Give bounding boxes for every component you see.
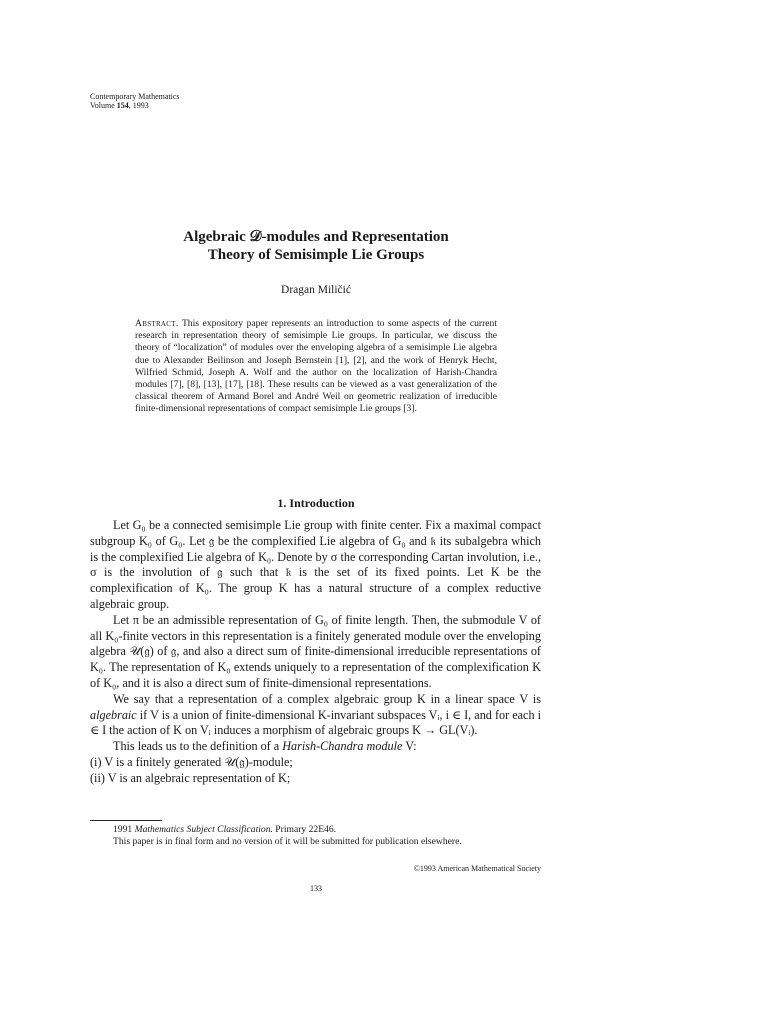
paragraph-3 — [90, 692, 541, 739]
footnote-divider — [90, 820, 162, 821]
paragraph-3-start: We say that a representation of a complex algebraic group K in a linear space V is — [113, 691, 541, 706]
title-line-1: Algebraic 𝒟-modules and Representation — [183, 229, 449, 245]
footnote-final-form: This paper is in final form and no version of it will be submitted for publication elsewhere. — [113, 836, 462, 847]
paragraph-2: Let π be an admissible representation of G₀ of finite length. Then, the submodule V of all K₀-finite vectors in this representation is a finitely generated module over the enveloping algebra 𝒰(𝔤) of 𝔤, and also a direct sum of finite-dimensional irreducible representations of K₀. The representation of K₀ extends uniquely to a representation of the complexification K of K₀, and it is also a direct sum of finite-dimensional representations. — [90, 612, 541, 690]
volume-number: 154 — [116, 101, 129, 110]
paragraph-4-start: This leads us to the definition of a — [113, 739, 283, 754]
volume-prefix: Volume — [90, 101, 117, 110]
list-item-2: (ii) V is an algebraic representation of K; — [90, 770, 291, 785]
page-number: 133 — [310, 884, 322, 893]
abstract-label: Abstract. — [135, 318, 179, 329]
journal-header — [90, 92, 180, 110]
footnote-msc-code: Primary 22E46. — [272, 824, 337, 835]
paragraph-4 — [90, 739, 541, 755]
author-name: Dragan Miličić — [281, 284, 351, 296]
paragraph-1: Let G₀ be a connected semisimple Lie group with finite center. Fix a maximal compact subgroup K₀ of G₀. Let 𝔤 be the complexified Lie algebra of G₀ and 𝔨 its subalgebra which is the complexified Lie algebra of K₀. Denote by σ the corresponding Cartan involution, i.e., σ is the involution of 𝔤 such that 𝔨 is the set of its fixed points. Let K be the complexification of K₀. The group K has a natural structure of a complex reductive algebraic group. — [90, 518, 541, 611]
journal-volume — [90, 101, 180, 110]
list-item-1: (i) V is a finitely generated 𝒰(𝔤)-module; — [90, 754, 293, 769]
abstract-text: This expository paper represents an introduction to some aspects of the current research in representation theory of semisimple Lie groups. In particular, we discuss the theory of “localization” of modules over the enveloping algebra of a semisimple Lie algebra due to Alexander Beilinson and Joseph Bernstein [1], [2], and the work of Henryk Hecht, Wilfried Schmid, Joseph A. Wolf and the author on the localization of Harish-Chandra modules [7], [8], [13], [17], [18]. These results can be viewed as a vast generalization of the classical theorem of Armand Borel and André Weil on geometric realization of irreducible finite-dimensional representations of compact semisimple Lie groups [3]. — [135, 318, 497, 415]
journal-name: Contemporary Mathematics — [90, 92, 180, 101]
footnote-msc-label: Mathematics Subject Classification. — [134, 824, 273, 835]
title-line-2: Theory of Semisimple Lie Groups — [207, 247, 425, 263]
paragraph-3-end: if V is a union of finite-dimensional K-invariant subspaces Vᵢ, i ∈ I, and for each i ∈ I the action of K on Vᵢ induces a morphism of algebraic groups K → GL(Vᵢ). — [90, 707, 541, 738]
paper-title — [0, 228, 632, 264]
abstract — [135, 318, 497, 416]
section-heading: 1. Introduction — [277, 496, 355, 510]
volume-year: , 1993 — [128, 101, 149, 110]
footnotes — [113, 824, 543, 848]
copyright-notice: ©1993 American Mathematical Society — [413, 864, 541, 873]
paragraph-4-emphasis: Harish-Chandra module — [282, 739, 403, 754]
paragraph-4-end: V: — [402, 739, 417, 754]
body-text — [90, 518, 541, 787]
paragraph-3-emphasis: algebraic — [90, 707, 137, 722]
footnote-year: 1991 — [113, 824, 135, 835]
footnote-classification — [113, 824, 543, 836]
